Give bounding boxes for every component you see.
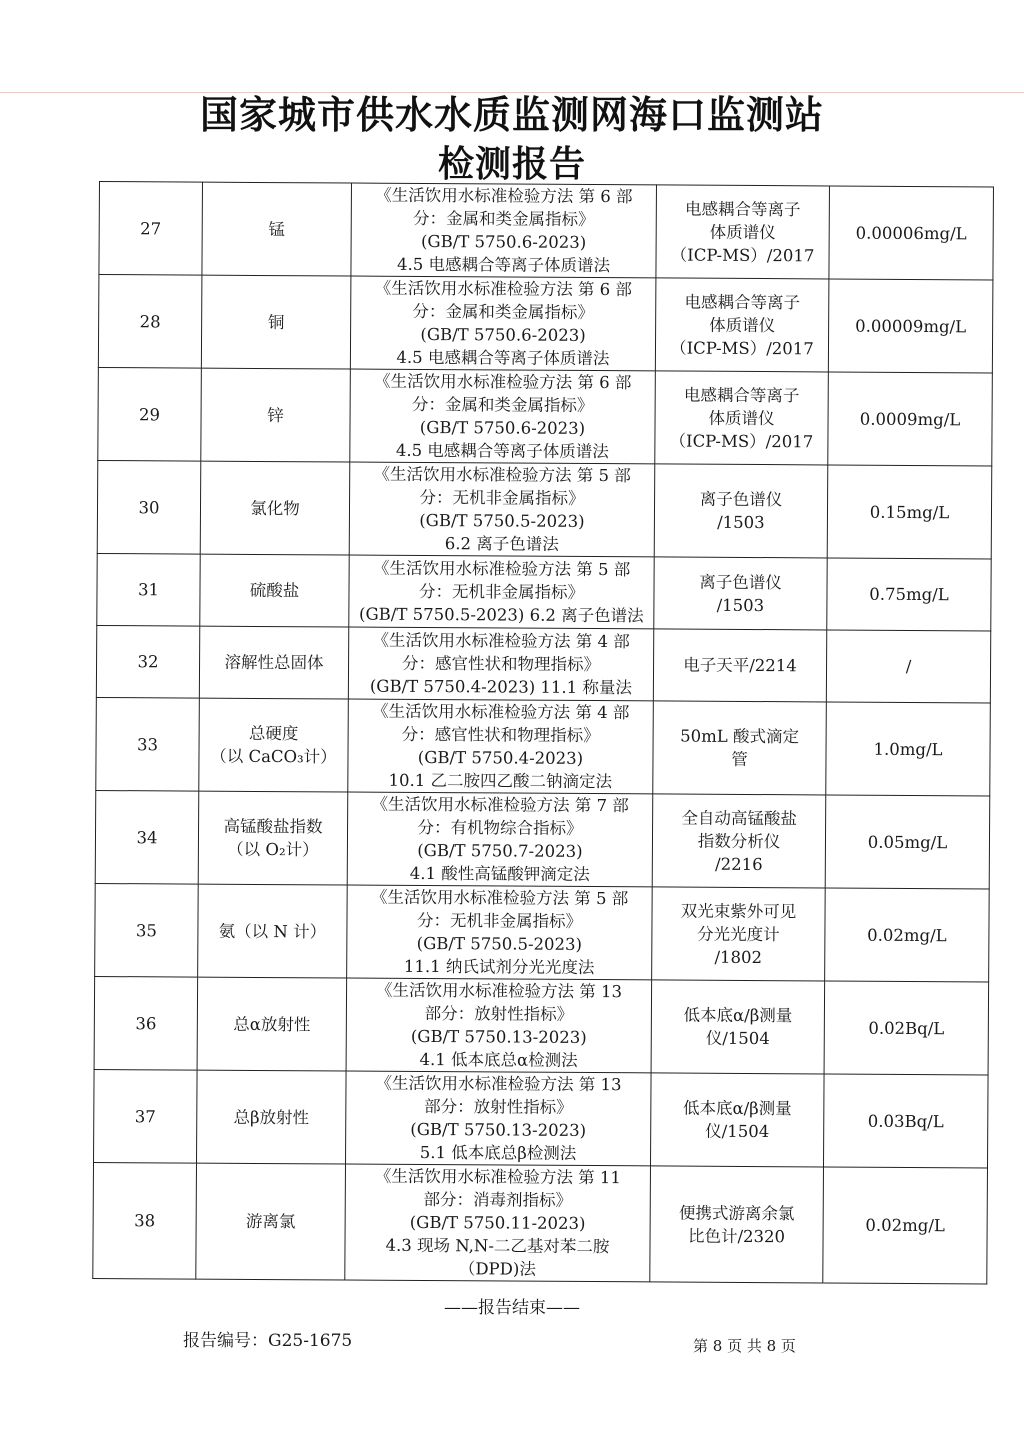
test-method [350, 369, 656, 464]
test-item [201, 368, 351, 462]
test-item-line: 溶解性总固体 [224, 652, 324, 673]
table-row [94, 1069, 989, 1167]
test-item-line: 游离氯 [245, 1211, 296, 1232]
row-number: 36 [94, 976, 198, 1070]
test-method [347, 885, 653, 980]
test-method-line: (GB/T 5750.4-2023) 11.1 称量法 [369, 676, 632, 698]
detection-limit: 1.0mg/L [826, 702, 991, 796]
test-method-line: 分：有机物综合指标》 [417, 817, 583, 838]
test-method [348, 699, 654, 794]
test-method [349, 555, 654, 629]
test-method-line: 4.5 电感耦合等离子体质谱法 [396, 254, 611, 276]
test-method-line: 《生活饮用水标准检验方法 第 6 部 [374, 278, 633, 300]
table-row [94, 976, 989, 1074]
test-method-line: 部分：消毒剂指标》 [423, 1190, 573, 1210]
table-row [95, 790, 990, 888]
instrument [656, 185, 830, 279]
test-method-line: (GB/T 5750.5-2023) 6.2 离子色谱法 [359, 604, 644, 626]
test-method-line: 分：无机非金属指标》 [416, 910, 583, 931]
test-method-line: (GB/T 5750.5-2023) [419, 510, 585, 531]
test-method-line: 4.3 现场 N,N-二乙基对苯二胺 [385, 1235, 610, 1257]
row-number: 37 [94, 1069, 198, 1163]
instrument-line: 仪/1504 [705, 1121, 770, 1142]
test-method-line: 部分：放射性指标》 [424, 1097, 573, 1117]
test-method-line: 4.1 低本底总α检测法 [419, 1049, 578, 1070]
test-method-line: (GB/T 5750.6-2023) [420, 324, 586, 345]
table-row [98, 275, 993, 373]
instrument-line: 便携式游离余氯 [678, 1203, 795, 1223]
test-item-line: 锰 [268, 219, 286, 239]
test-method-line: 《生活饮用水标准检验方法 第 5 部 [370, 887, 629, 909]
detection-limit: / [826, 630, 990, 703]
detection-limit: 0.00009mg/L [828, 279, 993, 373]
test-method-line: (GB/T 5750.4-2023) [417, 747, 584, 768]
test-method [349, 462, 655, 557]
test-method-line: (GB/T 5750.13-2023) [410, 1026, 587, 1047]
test-method-line: 10.1 乙二胺四乙酸二钠滴定法 [388, 770, 613, 792]
table-row [98, 367, 993, 465]
row-number: 31 [97, 553, 200, 626]
test-item [197, 1070, 347, 1164]
table-row [97, 553, 991, 630]
test-item [198, 884, 348, 978]
report-subtitle: 检测报告 [437, 144, 586, 185]
detection-limit: 0.02mg/L [825, 888, 990, 982]
test-item [197, 977, 347, 1071]
instrument [653, 701, 827, 795]
test-item [196, 1163, 346, 1280]
test-item-line: 总β放射性 [233, 1107, 310, 1127]
instrument-line: 低本底α/β测量 [683, 1005, 793, 1026]
table-row [96, 625, 990, 702]
row-number: 38 [93, 1162, 197, 1279]
test-method-line: 《生活饮用水标准检验方法 第 11 [374, 1166, 621, 1188]
test-method-line: 分：金属和类金属指标》 [412, 208, 595, 230]
row-number: 34 [95, 790, 199, 884]
test-method-line: 分：无机非金属指标》 [419, 487, 585, 508]
row-number: 32 [96, 625, 199, 698]
test-method [345, 1071, 651, 1166]
test-item-line: 铜 [267, 312, 285, 332]
instrument-line: 电子天平/2214 [683, 655, 797, 676]
test-method-line: 《生活饮用水标准检验方法 第 6 部 [375, 185, 633, 207]
detection-limit: 0.00006mg/L [829, 186, 994, 280]
results-table [92, 181, 994, 1284]
table-row [99, 182, 994, 280]
test-method-line: (GB/T 5750.6-2023) [420, 231, 587, 252]
test-method [350, 276, 656, 371]
test-method-line: 《生活饮用水标准检验方法 第 4 部 [372, 701, 630, 723]
test-item-line: 锌 [267, 405, 284, 425]
instrument [653, 629, 826, 702]
test-method [348, 627, 653, 701]
instrument-line: 分光光度计 [697, 924, 780, 944]
instrument-line: 双光束紫外可见 [680, 901, 797, 921]
instrument-line: 管 [731, 749, 748, 769]
test-method-line: 《生活饮用水标准检验方法 第 7 部 [371, 794, 629, 816]
table-body [93, 182, 994, 1284]
detection-limit: 0.02Bq/L [824, 981, 989, 1075]
test-method-line: 11.1 纳氏试剂分光光度法 [403, 956, 595, 978]
end-of-report: ——报告结束—— [444, 1298, 580, 1318]
test-method [351, 183, 657, 278]
test-item-line: 高锰酸盐指数 [223, 816, 323, 837]
test-method-line: 分：感官性状和物理指标》 [401, 724, 600, 746]
instrument-line: /1503 [716, 595, 765, 615]
instrument-line: /1503 [717, 512, 765, 533]
test-method-line: 《生活饮用水标准检验方法 第 4 部 [372, 630, 630, 652]
instrument-line: /1802 [714, 947, 763, 967]
row-number: 30 [97, 460, 201, 554]
instrument-line: 体质谱仪 [709, 315, 776, 335]
instrument [650, 1073, 824, 1167]
instrument-line: 离子色谱仪 [699, 572, 782, 592]
instrument-line: 电感耦合等离子 [685, 199, 801, 219]
detection-limit: 0.05mg/L [825, 795, 990, 889]
instrument-line: 指数分析仪 [697, 831, 781, 851]
instrument-line: 仪/1504 [705, 1028, 770, 1049]
test-item-line: 氨（以 N 计） [218, 921, 327, 941]
table-row [95, 883, 990, 981]
row-number: 27 [99, 182, 203, 276]
instrument [654, 557, 827, 630]
test-method-line: （DPD)法 [458, 1259, 536, 1279]
table-row [93, 1162, 988, 1283]
test-item-line: 总硬度 [248, 723, 299, 744]
test-method-line: 分：金属和类金属指标》 [412, 301, 595, 323]
test-method-line: 4.5 电感耦合等离子体质谱法 [396, 347, 610, 369]
test-method-line: 分：金属和类金属指标》 [411, 394, 594, 416]
test-method-line: (GB/T 5750.13-2023) [410, 1119, 587, 1140]
page-number: 第 8 页 共 8 页 [693, 1337, 796, 1355]
instrument [651, 980, 825, 1074]
test-method-line: 《生活饮用水标准检验方法 第 13 [375, 1073, 622, 1095]
instrument [650, 1166, 824, 1283]
test-method-line: 《生活饮用水标准检验方法 第 6 部 [374, 371, 632, 393]
detection-limit: 0.75mg/L [827, 558, 991, 631]
test-item [200, 554, 349, 627]
test-method-line: (GB/T 5750.5-2023) [416, 933, 583, 954]
test-method [347, 792, 653, 887]
detection-limit: 0.15mg/L [827, 465, 992, 559]
instrument [655, 371, 829, 465]
test-method-line: 6.2 离子色谱法 [444, 534, 559, 554]
instrument-line: （ICP-MS）/2017 [669, 430, 814, 451]
test-method [345, 1164, 651, 1282]
instrument [652, 887, 826, 981]
test-item [201, 275, 351, 369]
detection-limit: 0.0009mg/L [828, 372, 993, 466]
test-method-line: (GB/T 5750.6-2023) [419, 417, 586, 438]
test-item [200, 461, 350, 555]
instrument-line: 全自动高锰酸盐 [681, 808, 797, 828]
test-method-line: 分：无机非金属指标》 [418, 581, 585, 602]
instrument-line: （ICP-MS）/2017 [670, 337, 814, 358]
instrument-line: 电感耦合等离子 [683, 385, 800, 405]
test-method-line: 《生活饮用水标准检验方法 第 5 部 [372, 558, 631, 580]
table-row [96, 697, 991, 795]
test-method-line: 4.1 酸性高锰酸钾滴定法 [409, 863, 590, 885]
row-number: 29 [98, 367, 202, 461]
test-item [198, 791, 348, 885]
table-row [97, 460, 992, 558]
instrument-line: 体质谱仪 [708, 408, 775, 428]
test-item-line: 总α放射性 [233, 1014, 311, 1034]
test-method-line: 部分：放射性指标》 [424, 1004, 574, 1024]
row-number: 33 [96, 697, 200, 791]
test-item-line: 氯化物 [250, 498, 300, 518]
row-number: 35 [95, 883, 199, 977]
instrument-line: 离子色谱仪 [699, 489, 783, 510]
test-method-line: 《生活饮用水标准检验方法 第 13 [376, 980, 623, 1002]
instrument [655, 278, 829, 372]
detection-limit: 0.02mg/L [823, 1167, 988, 1284]
test-item-line: 硫酸盐 [249, 580, 300, 601]
instrument-line: （ICP-MS）/2017 [670, 244, 815, 265]
instrument-line: /2216 [715, 854, 763, 874]
instrument [652, 794, 826, 888]
test-item [202, 182, 352, 276]
instrument-line: 比色计/2320 [687, 1226, 786, 1246]
instrument-line: 50mL 酸式滴定 [680, 726, 800, 747]
instrument [654, 464, 828, 558]
test-method-line: (GB/T 5750.7-2023) [417, 840, 583, 861]
test-method-line: 分：感官性状和物理指标》 [402, 653, 601, 675]
test-item-line: （以 CaCO₃计） [210, 746, 337, 767]
test-item [199, 698, 349, 792]
test-item-line: （以 O₂计） [227, 839, 319, 860]
test-method [346, 978, 652, 1073]
instrument-line: 体质谱仪 [709, 222, 776, 242]
row-number: 28 [98, 275, 202, 369]
detection-limit: 0.03Bq/L [823, 1074, 988, 1168]
report-title: 国家城市供水水质监测网海口监测站 [199, 93, 824, 137]
test-method-line: 5.1 低本底总β检测法 [419, 1142, 577, 1163]
report-number: 报告编号：G25-1675 [183, 1331, 353, 1351]
test-method-line: 《生活饮用水标准检验方法 第 5 部 [373, 464, 631, 486]
test-method-line: (GB/T 5750.11-2023) [409, 1212, 586, 1233]
instrument-line: 电感耦合等离子 [684, 292, 801, 312]
test-method-line: 4.5 电感耦合等离子体质谱法 [395, 440, 609, 462]
test-item [199, 626, 348, 699]
instrument-line: 低本底α/β测量 [682, 1098, 792, 1119]
